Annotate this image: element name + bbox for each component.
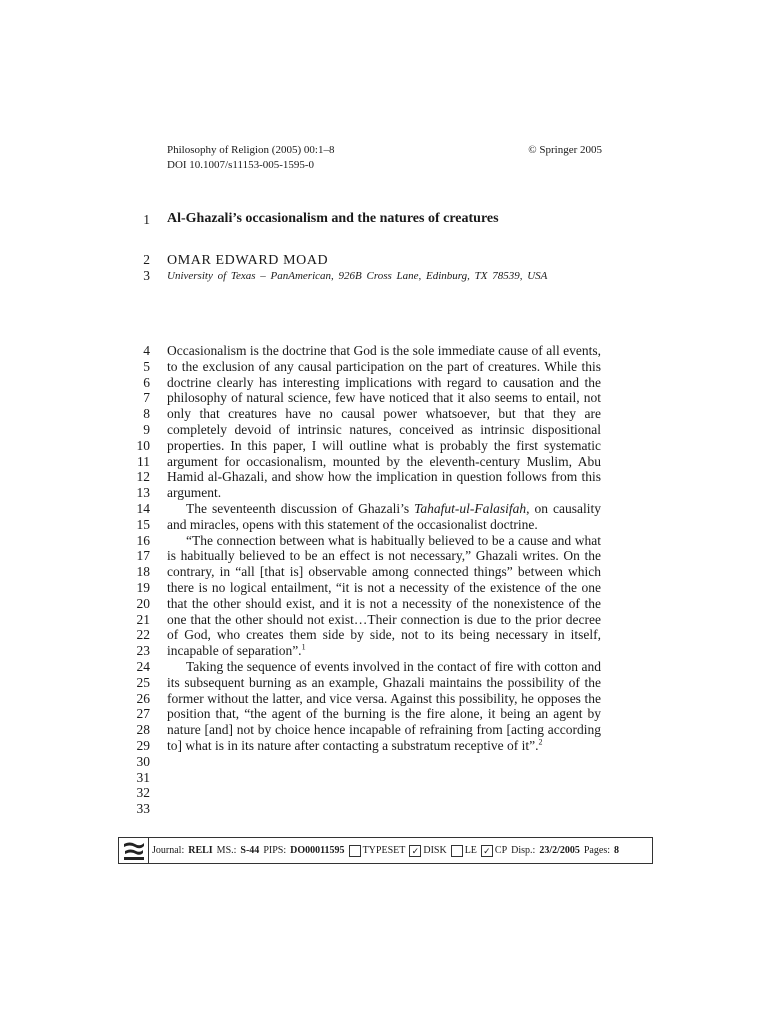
disp-label: Disp.: xyxy=(511,845,536,856)
paragraph xyxy=(167,659,601,754)
typeset-checkbox[interactable] xyxy=(349,845,361,857)
le-checkbox[interactable] xyxy=(451,845,463,857)
journal-label: Journal: xyxy=(152,845,185,856)
cp-label: CP xyxy=(494,845,508,856)
disk-label: DISK xyxy=(423,845,447,856)
line-number: 19 xyxy=(136,580,150,595)
pips-value: DO00011595 xyxy=(290,845,345,856)
paragraph: Occasionalism is the doctrine that God is the sole immediate cause of all events, to the exclusion of any causal participation on the part of creatures. While this doctrine clearly has interesting implications with regard to causation and the philosophy of natural science, few have noticed that it also seems to entail, not only that creatures have no causal power whatsoever, but that they are completely devoid of intrinsic natures, conceived as intrinsic dispositional properties. In this paper, I will outline what is probably the first systematic argument for occasionalism, mounted by the eleventh-century Muslim, Abu Hamid al-Ghazali, and show how the implication in question follows from this argument. xyxy=(167,343,601,501)
paragraph-text: Taking the sequence of events involved in the contact of fire with cotton and its subsequent burning as an example, Ghazali maintains the possibility of the former without the latter, and vice versa. Against this possibility, he opposes the position that, “the agent of the burning is the fire alone, it being an agent by nature [and] not by choice hence incapable of refraining from [acting according to] what is in its nature after contacting a substratum receptive of it”. xyxy=(167,658,601,753)
paragraph-text: , on causality and miracles, opens with this statement of the occasionalist doctrine. xyxy=(167,500,601,532)
line-number: 5 xyxy=(143,358,150,374)
copyright-notice: © Springer 2005 xyxy=(528,144,602,156)
line-number: 17 xyxy=(136,548,150,564)
ms-value: S-44 xyxy=(240,845,260,856)
paragraph xyxy=(167,501,601,533)
footer-info xyxy=(149,845,619,857)
line-number: 16 xyxy=(136,532,150,548)
line-number: 14 xyxy=(136,501,150,516)
disk-checkbox[interactable]: ✓ xyxy=(409,845,421,857)
article-body xyxy=(167,343,601,754)
line-number: 26 xyxy=(136,690,150,706)
line-number: 4 xyxy=(143,343,150,358)
line-number: 21 xyxy=(136,611,150,627)
line-number: 15 xyxy=(136,516,150,532)
line-number: 9 xyxy=(143,422,150,437)
line-number: 1 xyxy=(143,212,150,227)
line-number: 20 xyxy=(136,595,150,611)
line-number: 10 xyxy=(136,437,150,453)
disp-value: 23/2/2005 xyxy=(539,845,580,856)
line-number: 11 xyxy=(137,453,150,469)
pips-label: PIPS: xyxy=(263,845,287,856)
line-number: 8 xyxy=(143,406,150,422)
line-number: 24 xyxy=(136,659,150,674)
line-number: 27 xyxy=(136,706,150,722)
typeset-label: TYPESET xyxy=(362,845,406,856)
footnote-ref[interactable]: 2 xyxy=(538,737,543,747)
paragraph xyxy=(167,533,601,659)
line-number: 33 xyxy=(136,801,150,817)
journal-citation: Philosophy of Religion (2005) 00:1–8 xyxy=(167,144,335,156)
le-label: LE xyxy=(464,845,477,856)
springer-horse-logo-icon xyxy=(119,838,149,863)
line-number: 23 xyxy=(136,643,150,659)
doi: DOI 10.1007/s11153-005-1595-0 xyxy=(167,159,315,171)
pages-label: Pages: xyxy=(583,845,610,856)
paragraph-text: The seventeenth discussion of Ghazali’s xyxy=(186,500,415,516)
line-number: 18 xyxy=(136,564,150,580)
cp-checkbox[interactable]: ✓ xyxy=(481,845,493,857)
ms-label: MS.: xyxy=(216,845,237,856)
line-number: 32 xyxy=(136,785,150,801)
line-number: 7 xyxy=(143,390,150,406)
line-number: 6 xyxy=(143,374,150,390)
line-number: 25 xyxy=(136,674,150,690)
journal-value: RELI xyxy=(188,845,213,856)
line-number: 3 xyxy=(143,268,150,283)
footnote-ref[interactable]: 1 xyxy=(301,642,306,652)
line-number: 13 xyxy=(136,485,150,501)
line-number: 2 xyxy=(143,252,150,267)
line-number: 29 xyxy=(136,738,150,753)
running-header xyxy=(167,143,334,173)
line-number: 30 xyxy=(136,753,150,769)
line-number: 31 xyxy=(136,769,150,785)
pages-value: 8 xyxy=(613,845,619,856)
author-affiliation: University of Texas – PanAmerican, 926B Cross Lane, Edinburg, TX 78539, USA xyxy=(167,270,548,282)
paragraph-text: “The connection between what is habitually believed to be a cause and what is habitually believed to be an effect is not necessary,” Ghazali writes. On the contrary, in “all [that is] observable among connected things” between which there is no logical entailment, “it is not a necessity of the existence of the one that the other should exist, and it is not a necessity of the nonexistence of the one that the other should not exist…Their connection is due to the prior decree of God, who creates them side by side, not to its being necessary in itself, incapable of separation”. xyxy=(167,532,601,659)
line-number: 28 xyxy=(136,722,150,738)
line-number: 12 xyxy=(136,469,150,485)
author-name: OMAR EDWARD MOAD xyxy=(167,253,329,268)
line-number: 22 xyxy=(136,627,150,643)
production-footer xyxy=(118,837,653,864)
article-title: Al-Ghazali’s occasionalism and the natures of creatures xyxy=(167,211,499,226)
book-title: Tahafut-ul-Falasifah xyxy=(414,500,527,516)
